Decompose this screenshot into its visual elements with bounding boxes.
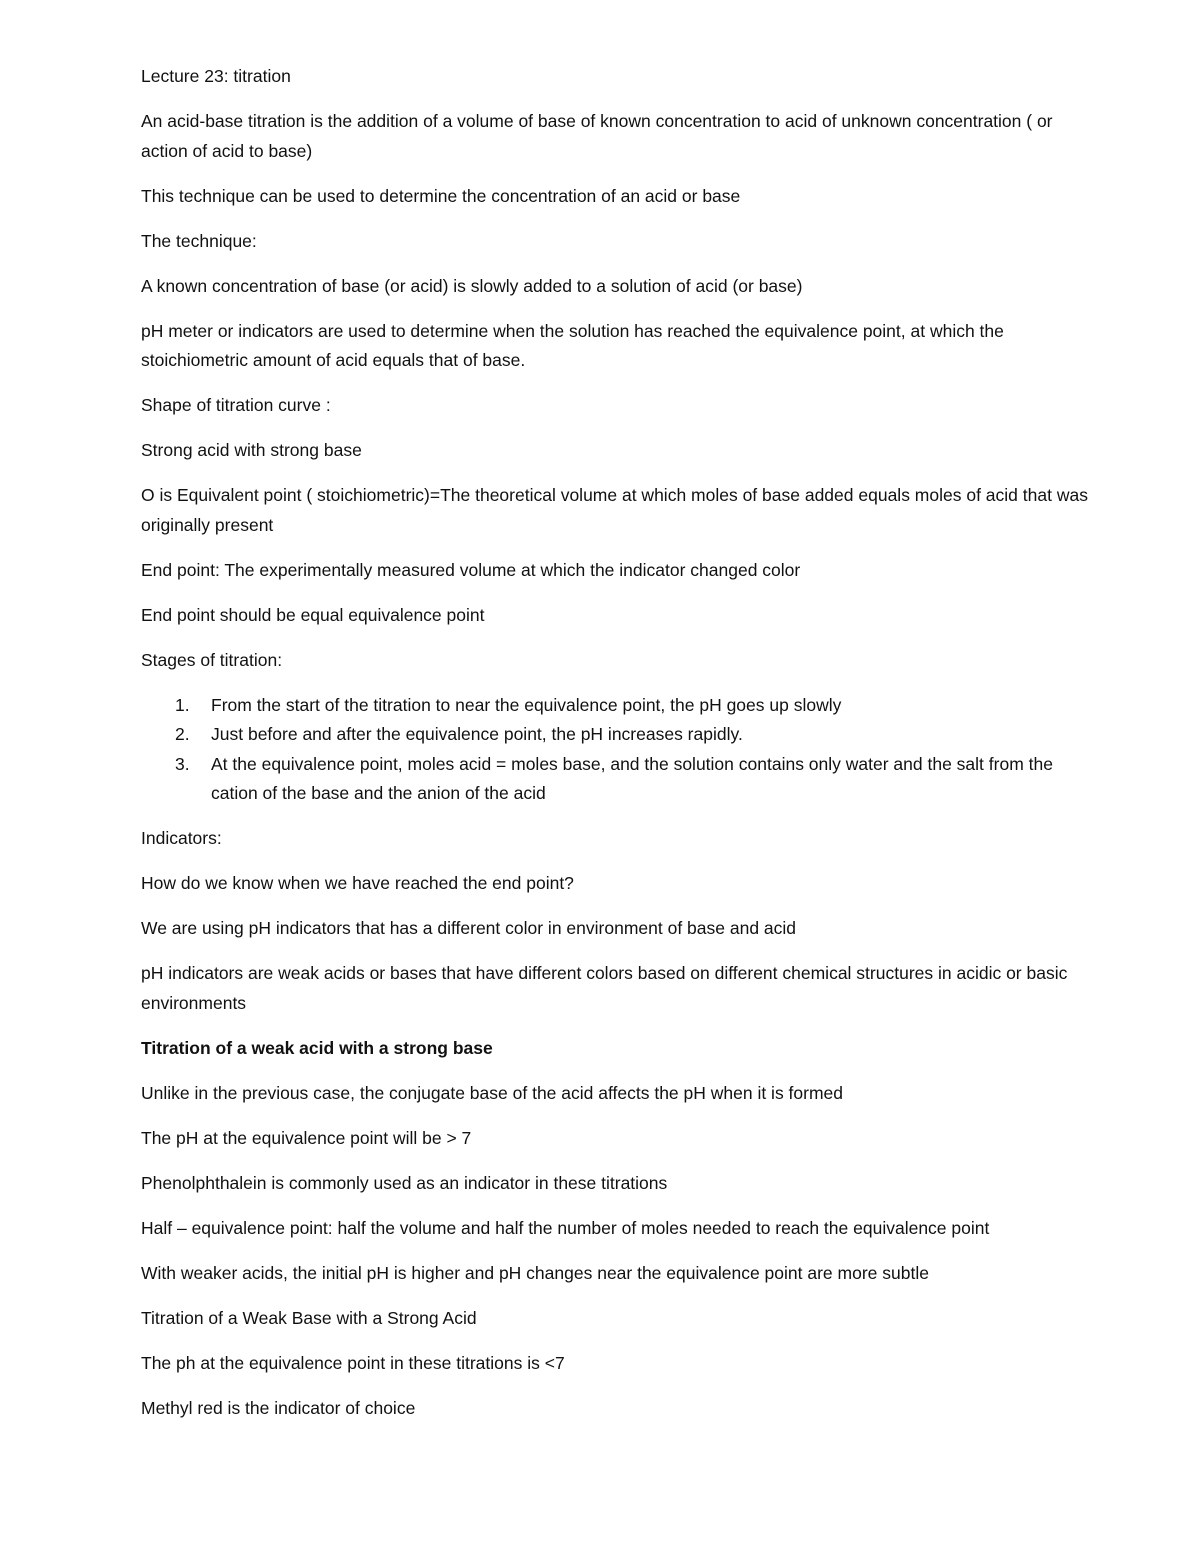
paragraph-technique-step: A known concentration of base (or acid) is slowly added to a solution of acid (or base) (141, 275, 803, 296)
list-item (141, 750, 1101, 809)
list-item (141, 691, 1101, 721)
list-item-number: 3. (175, 753, 190, 774)
paragraph-indicators-heading: Indicators: (141, 828, 222, 848)
paragraph-strong-acid-base: Strong acid with strong base (141, 440, 362, 460)
paragraph-weak-base-heading: Titration of a Weak Base with a Strong Acid (141, 1307, 477, 1328)
stages-list (141, 691, 1101, 809)
list-item-text: Just before and after the equivalence point, the pH increases rapidly. (211, 724, 743, 744)
paragraph-ph-indicators-use: We are using pH indicators that has a different color in environment of base and acid (141, 918, 797, 938)
list-item (141, 720, 1101, 750)
paragraph-conjugate-base: Unlike in the previous case, the conjugate base of the acid affects the pH when it is formed (141, 1082, 844, 1103)
paragraph-technique-heading: The technique: (141, 230, 257, 251)
paragraph-ph-below-7: The ph at the equivalence point in these titrations is <7 (141, 1352, 565, 1373)
list-item-text: From the start of the titration to near the equivalence point, the pH goes up slowly (211, 694, 842, 715)
paragraph-stages-heading: Stages of titration: (141, 649, 283, 670)
document-page (141, 62, 1101, 1439)
paragraph-equivalent-point: O is Equivalent point ( stoichiometric)=The theoretical volume at which moles of base added equals moles of acid that was originally present (141, 485, 1088, 535)
section-heading-weak-acid: Titration of a weak acid with a strong base (141, 1037, 493, 1058)
list-item-number: 1. (175, 694, 190, 715)
paragraph-weaker-acids: With weaker acids, the initial pH is higher and pH changes near the equivalence point are more subtle (141, 1262, 929, 1283)
paragraph-definition: An acid-base titration is the addition of a volume of base of known concentration to acid of unknown concentration ( or action of acid to base) (141, 111, 1053, 161)
list-item-text: At the equivalence point, moles acid = moles base, and the solution contains only water and the salt from the cation of the base and the anion of the acid (211, 753, 1053, 803)
paragraph-ph-indicators-definition: pH indicators are weak acids or bases that have different colors based on different chemical structures in acidic or basic environments (141, 963, 1068, 1013)
paragraph-end-point-question: How do we know when we have reached the end point? (141, 873, 574, 893)
paragraph-half-equivalence: Half – equivalence point: half the volume and half the number of moles needed to reach the equivalence point (141, 1217, 990, 1238)
paragraph-purpose: This technique can be used to determine the concentration of an acid or base (141, 185, 741, 206)
paragraph-methyl-red: Methyl red is the indicator of choice (141, 1397, 416, 1418)
paragraph-end-point: End point: The experimentally measured volume at which the indicator changed color (141, 559, 801, 580)
paragraph-ph-meter: pH meter or indicators are used to determine when the solution has reached the equivalence point, at which the stoichiometric amount of acid equals that of base. (141, 320, 1004, 370)
paragraph-end-point-equal: End point should be equal equivalence point (141, 604, 485, 625)
list-item-number: 2. (175, 724, 190, 744)
paragraph-curve-shape: Shape of titration curve : (141, 395, 331, 415)
paragraph-ph-above-7: The pH at the equivalence point will be > 7 (141, 1127, 472, 1148)
lecture-title: Lecture 23: titration (141, 66, 291, 86)
paragraph-phenolphthalein: Phenolphthalein is commonly used as an indicator in these titrations (141, 1172, 668, 1193)
